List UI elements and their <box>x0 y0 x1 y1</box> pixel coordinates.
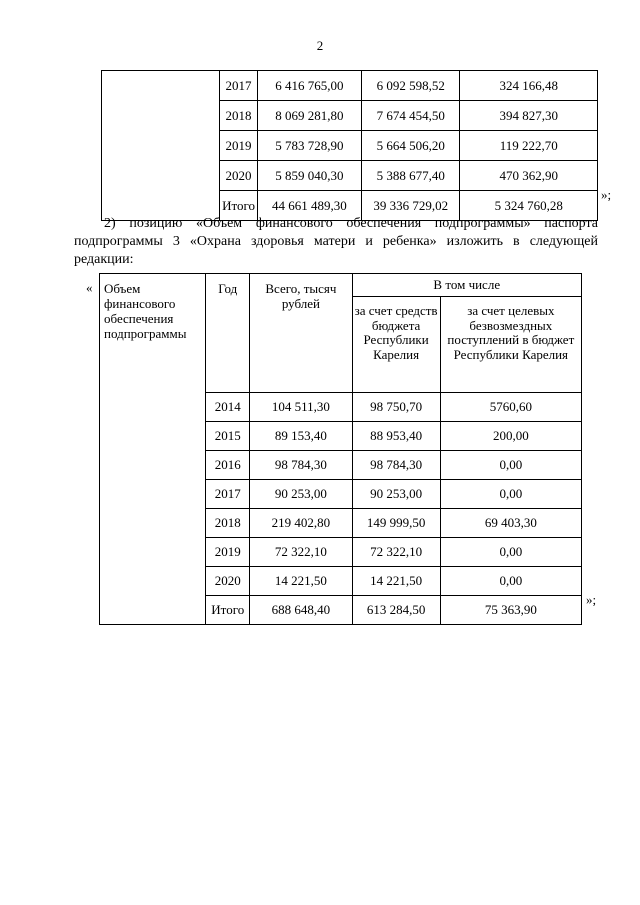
year-cell: 2014 <box>206 393 250 422</box>
total-cell: 5 783 728,90 <box>257 131 361 161</box>
budget-cell: 14 221,50 <box>352 567 440 596</box>
budget-cell: 39 336 729,02 <box>362 191 460 221</box>
total-cell: 104 511,30 <box>250 393 352 422</box>
total-cell: 6 416 765,00 <box>257 71 361 101</box>
budget-cell: 149 999,50 <box>352 509 440 538</box>
year-cell: Итого <box>206 596 250 625</box>
year-cell: Итого <box>220 191 257 221</box>
year-cell: 2016 <box>206 451 250 480</box>
header-row <box>100 274 582 297</box>
total-cell: 90 253,00 <box>250 480 352 509</box>
targeted-cell: 200,00 <box>440 422 581 451</box>
year-cell: 2018 <box>220 101 257 131</box>
targeted-cell: 0,00 <box>440 480 581 509</box>
targeted-cell: 0,00 <box>440 538 581 567</box>
total-cell: 5 859 040,30 <box>257 161 361 191</box>
budget-cell: 98 784,30 <box>352 451 440 480</box>
year-cell: 2018 <box>206 509 250 538</box>
targeted-cell: 324 166,48 <box>460 71 598 101</box>
targeted-cell: 0,00 <box>440 567 581 596</box>
year-cell: 2020 <box>220 161 257 191</box>
targeted-cell: 5760,60 <box>440 393 581 422</box>
total-cell: 89 153,40 <box>250 422 352 451</box>
funding-table <box>99 273 582 625</box>
targeted-cell: 470 362,90 <box>460 161 598 191</box>
total-cell: 688 648,40 <box>250 596 352 625</box>
page-number: 2 <box>316 38 324 53</box>
funding-table-continued <box>101 70 598 221</box>
header-targeted: за счет целевых безвозмездных поступлений в бюджет Республики Карелия <box>440 297 581 393</box>
total-cell: 14 221,50 <box>250 567 352 596</box>
header-including: В том числе <box>352 274 582 297</box>
row-label-cell <box>102 71 220 221</box>
year-cell: 2017 <box>206 480 250 509</box>
year-cell: 2020 <box>206 567 250 596</box>
budget-cell: 613 284,50 <box>352 596 440 625</box>
targeted-cell: 0,00 <box>440 451 581 480</box>
total-cell: 72 322,10 <box>250 538 352 567</box>
total-cell: 219 402,80 <box>250 509 352 538</box>
year-cell: 2015 <box>206 422 250 451</box>
budget-cell: 98 750,70 <box>352 393 440 422</box>
budget-cell: 72 322,10 <box>352 538 440 567</box>
year-cell: 2019 <box>206 538 250 567</box>
targeted-cell: 69 403,30 <box>440 509 581 538</box>
total-cell: 98 784,30 <box>250 451 352 480</box>
targeted-cell: 119 222,70 <box>460 131 598 161</box>
total-cell: 8 069 281,80 <box>257 101 361 131</box>
closing-quote: »; <box>601 187 612 202</box>
budget-cell: 5 664 506,20 <box>362 131 460 161</box>
budget-cell: 88 953,40 <box>352 422 440 451</box>
row-label: Объем финансового обеспечения подпрограммы <box>100 274 206 625</box>
opening-quote: « <box>86 280 93 295</box>
budget-cell: 5 388 677,40 <box>362 161 460 191</box>
year-cell: 2017 <box>220 71 257 101</box>
budget-cell: 7 674 454,50 <box>362 101 460 131</box>
closing-quote: »; <box>586 592 597 607</box>
header-year: Год <box>206 274 250 393</box>
header-total: Всего, тысяч рублей <box>250 274 352 393</box>
budget-cell: 6 092 598,52 <box>362 71 460 101</box>
total-cell: 44 661 489,30 <box>257 191 361 221</box>
targeted-cell: 5 324 760,28 <box>460 191 598 221</box>
table-row <box>102 71 598 101</box>
header-budget: за счет средств бюджета Республики Карелия <box>352 297 440 393</box>
budget-cell: 90 253,00 <box>352 480 440 509</box>
year-cell: 2019 <box>220 131 257 161</box>
amendment-paragraph: 2) позицию «Объем финансового обеспечения подпрограммы» паспорта подпрограммы 3 «Охрана здоровья матери и ребенка» изложить в следующей редакции: <box>74 216 598 267</box>
targeted-cell: 394 827,30 <box>460 101 598 131</box>
targeted-cell: 75 363,90 <box>440 596 581 625</box>
